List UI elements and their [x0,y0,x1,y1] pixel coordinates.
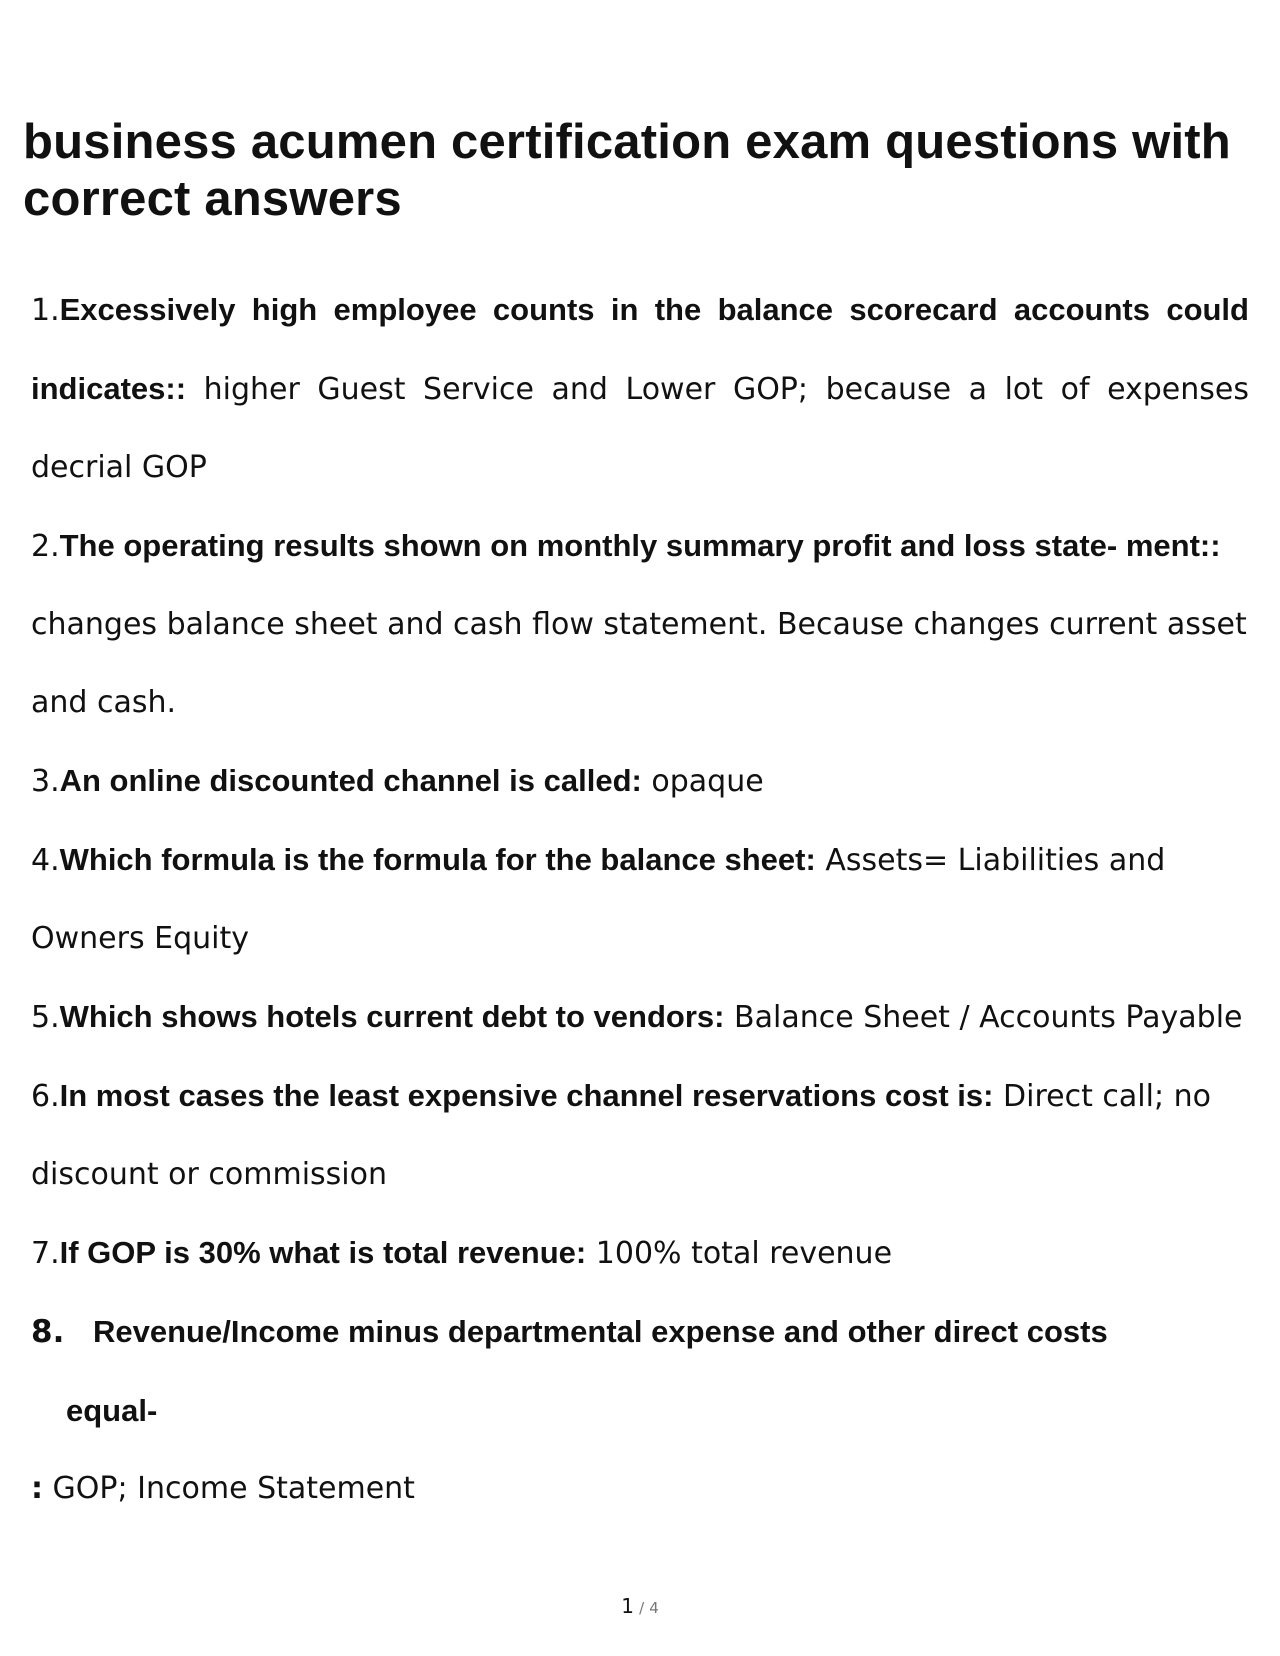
document-title: business acumen certification exam questions with correct answers [23,115,1231,226]
question-item-6 [31,1057,1249,1214]
question-text-continued: equal- [66,1393,158,1428]
total-pages: 4 [649,1599,659,1617]
question-text: If GOP is 30% what is total revenue: [59,1235,587,1270]
question-item-1 [31,271,1249,507]
question-item-8 [31,1293,1249,1372]
answer-prefix: : [31,1471,43,1506]
current-page: 1 [621,1594,634,1618]
question-text: An online discounted channel is called: [59,763,642,798]
question-list [31,271,1249,1528]
question-number: 1. [31,293,60,328]
question-number: 5. [31,1000,60,1035]
question-item-5 [31,978,1249,1057]
answer-text: Direct call; no discount or commission [31,1079,1211,1192]
answer-text: Balance Sheet / Accounts Payable [734,1000,1243,1035]
question-number: 7. [31,1236,60,1271]
answer-text: GOP; Income Statement [52,1471,415,1506]
question-text: Which shows hotels current debt to vendors: [59,999,725,1034]
question-text: Which formula is the formula for the balance sheet: [59,842,816,877]
answer-text: opaque [651,764,764,799]
question-number: 6. [31,1079,60,1114]
page-indicator [0,1594,1280,1618]
question-text: In most cases the least expensive channel reservations cost is: [59,1078,994,1113]
question-text: The operating results shown on monthly summary profit and loss state- ment:: [59,528,1221,563]
page-separator: / [639,1599,645,1617]
question-number: 4. [31,843,60,878]
question-text: Revenue/Income minus departmental expense and other direct costs [93,1314,1108,1349]
question-item-4 [31,821,1249,978]
question-item-7 [31,1214,1249,1293]
question-text: Excessively high employee counts in the balance scorecard accounts could indicates:: [31,292,1249,406]
question-item-2 [31,507,1249,742]
question-item-3 [31,742,1249,821]
question-number: 2. [31,529,60,564]
answer-text: higher Guest Service and Lower GOP; because a lot of expenses decrial GOP [31,372,1249,485]
question-number: 8. [31,1314,65,1350]
answer-text: 100% total revenue [595,1236,893,1271]
question-number: 3. [31,764,60,799]
answer-text: changes balance sheet and cash flow statement. Because changes current asset and cash. [31,607,1247,720]
answer-line [31,1450,1249,1528]
answer-text: Assets= Liabilities and Owners Equity [31,843,1166,956]
